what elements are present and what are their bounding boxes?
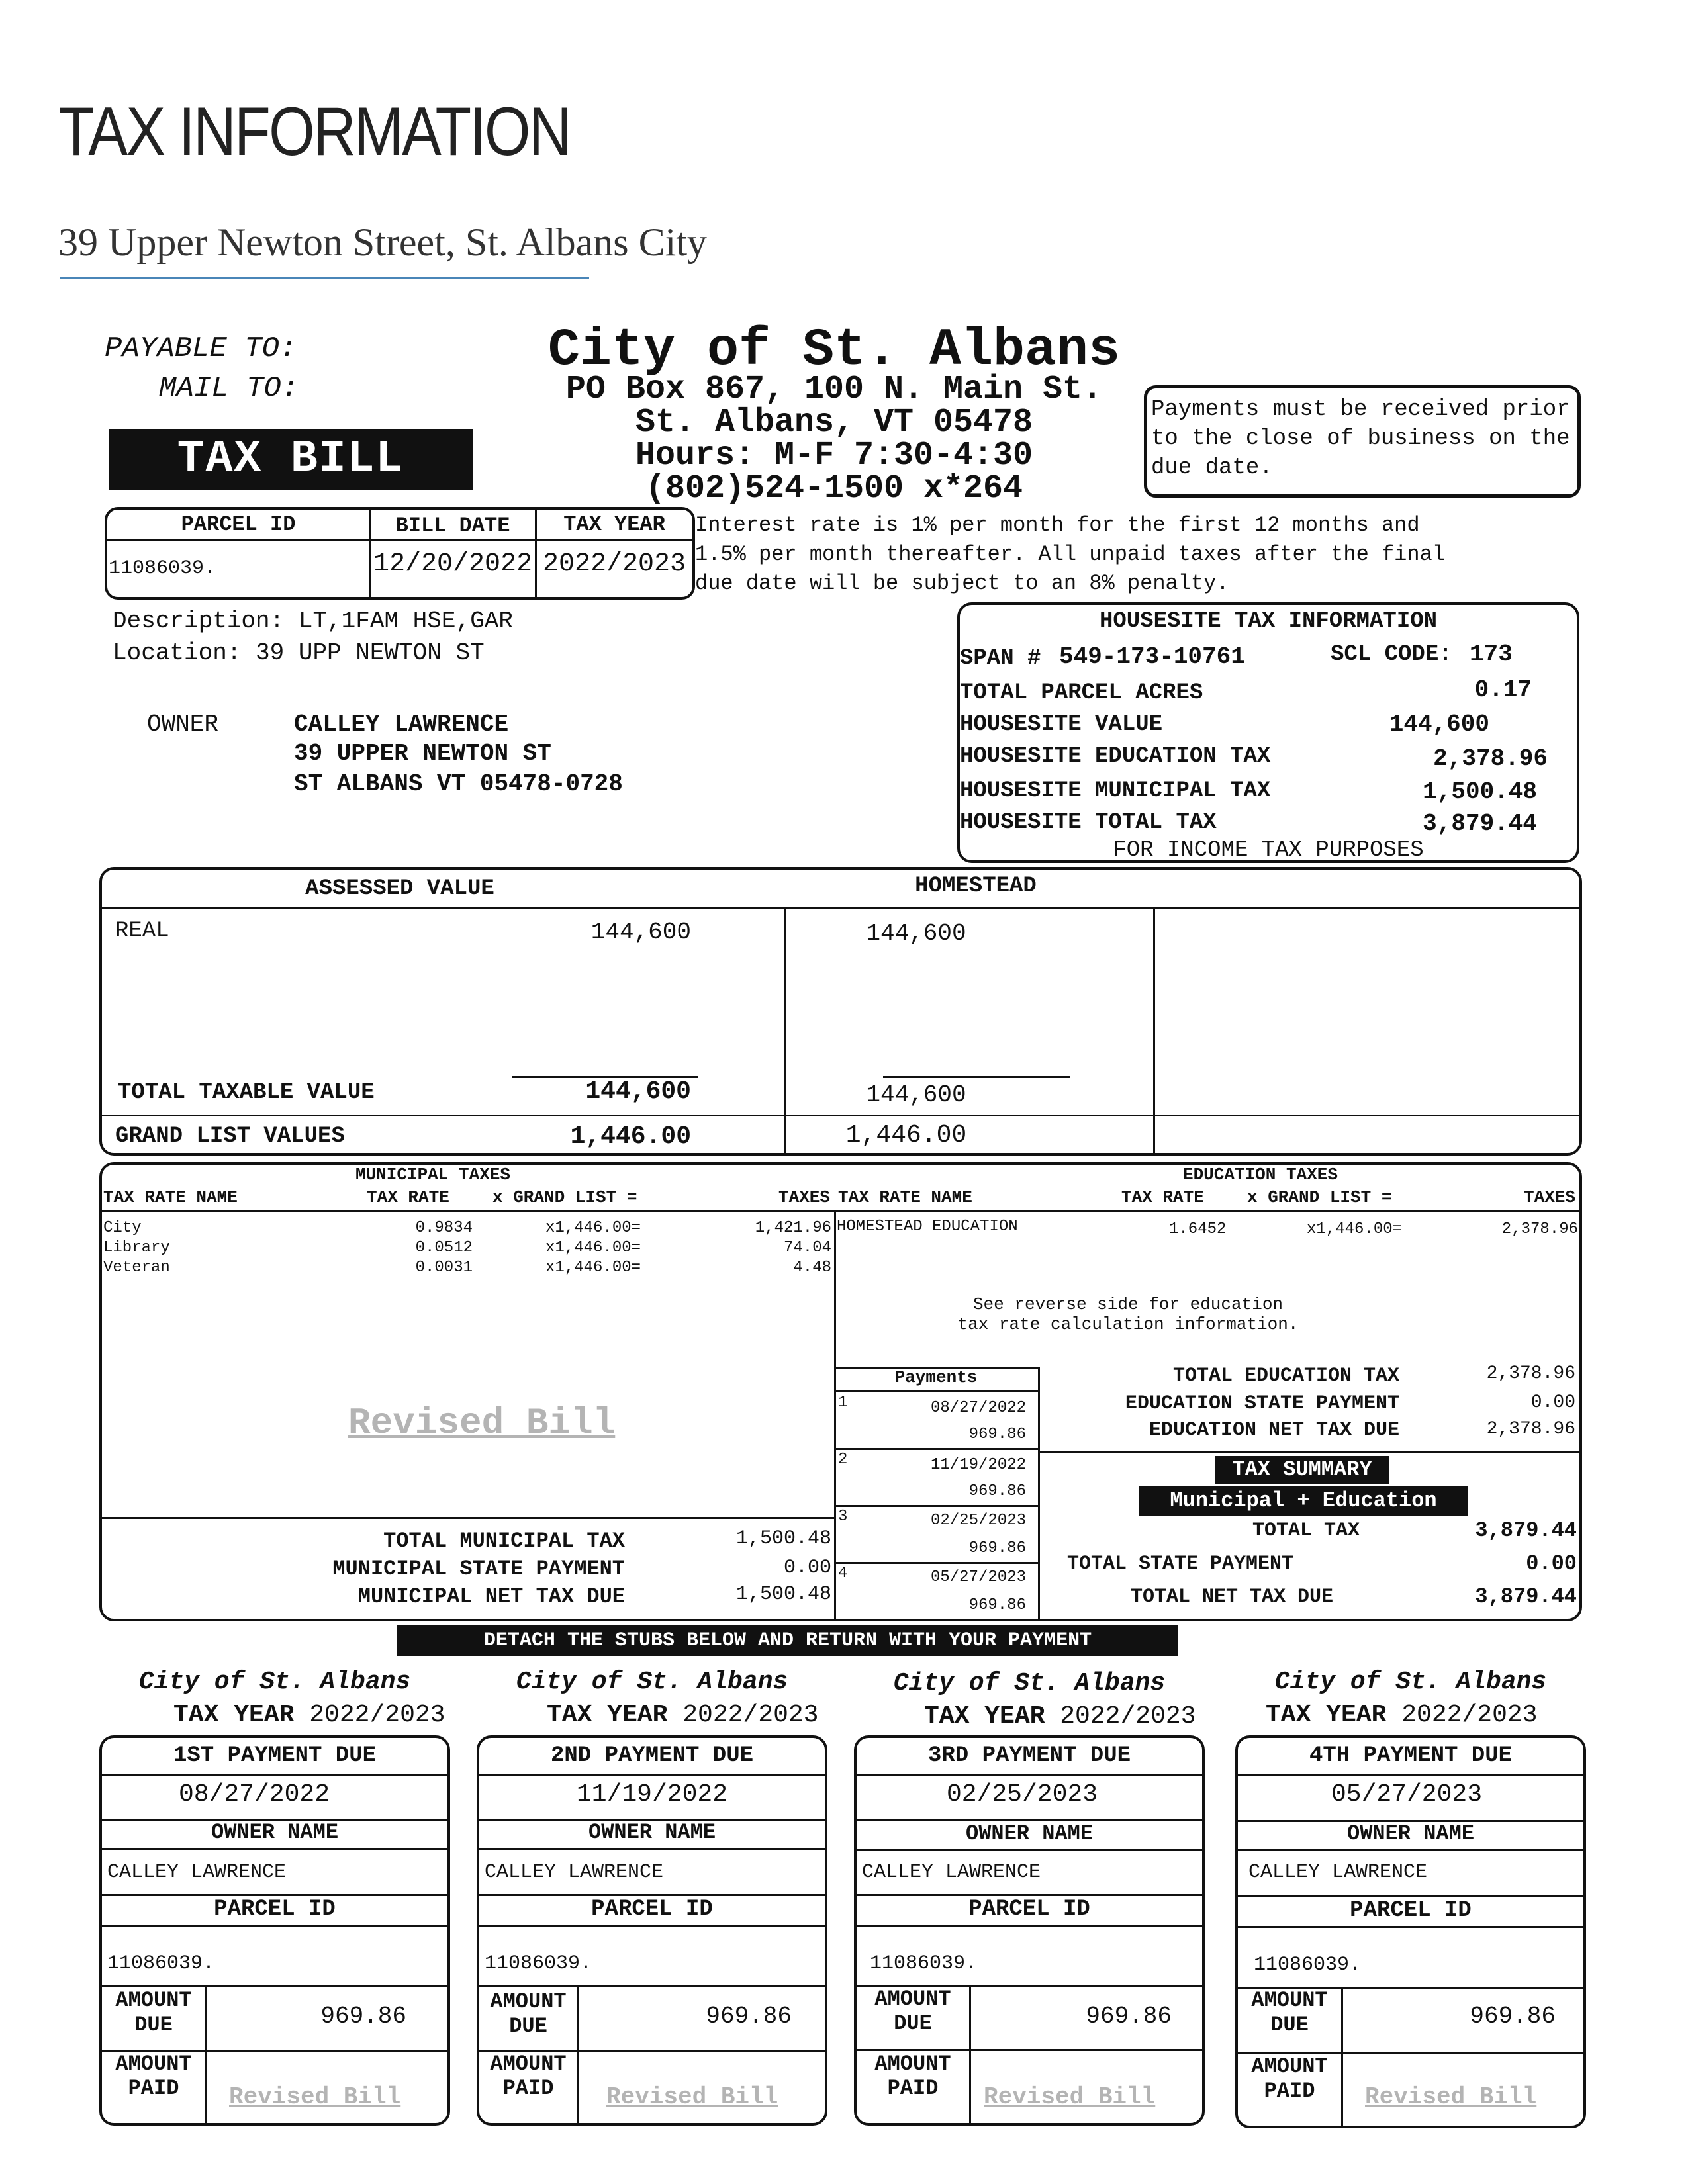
housesite-row-value: 3,879.44 <box>1423 810 1537 837</box>
stub-owner-label: OWNER NAME <box>588 1820 716 1844</box>
housesite-row-value: 0.17 <box>1474 676 1532 704</box>
stub-parcel-id: 11086039. <box>485 1952 592 1975</box>
housesite-row-value: 2,378.96 <box>1433 745 1548 772</box>
payment-num: 2 <box>838 1451 848 1469</box>
label-line: AMOUNT <box>115 1988 192 2013</box>
divider <box>107 539 692 541</box>
municipal-row-name: Library <box>103 1239 170 1257</box>
total-municipal-label: TOTAL MUNICIPAL TAX <box>383 1529 625 1553</box>
municipal-row-taxes: 1,421.96 <box>755 1219 831 1237</box>
divider <box>479 1774 825 1776</box>
stub-tax-year-label: TAX YEAR <box>1266 1701 1387 1729</box>
municipal-col-grand: x GRAND LIST = <box>492 1187 637 1207</box>
education-net-label: EDUCATION NET TAX DUE <box>1149 1419 1399 1441</box>
tax-summary-title: TAX SUMMARY <box>1215 1456 1389 1484</box>
stub-amount-due-label <box>1238 1988 1341 2037</box>
divider <box>1238 1926 1583 1928</box>
total-education-label: TOTAL EDUCATION TAX <box>1172 1365 1399 1387</box>
education-net-value: 2,378.96 <box>1486 1419 1575 1439</box>
payment-date: 08/27/2022 <box>930 1399 1026 1417</box>
bill-date-label: BILL DATE <box>395 514 510 538</box>
stub-tax-year-label: TAX YEAR <box>924 1702 1045 1731</box>
total-tax-label: TOTAL TAX <box>1252 1520 1360 1542</box>
stub-owner-name: CALLEY LAWRENCE <box>1248 1861 1428 1884</box>
label-line: PAID <box>502 2076 554 2101</box>
bill-date-value: 12/20/2022 <box>373 549 533 579</box>
housesite-box <box>957 602 1579 863</box>
stub-due-date: 08/27/2022 <box>178 1780 330 1809</box>
payment-amount: 969.86 <box>968 1426 1026 1443</box>
stub-box <box>854 1735 1205 2126</box>
municipal-col-name: TAX RATE NAME <box>103 1187 238 1207</box>
municipal-col-rate: TAX RATE <box>367 1187 449 1207</box>
payment-stub-4[interactable] <box>1235 1661 1586 2124</box>
payment-date: 05/27/2023 <box>930 1569 1026 1586</box>
stub-amount-paid-label <box>102 2052 205 2101</box>
housesite-row-value: 144,600 <box>1389 711 1489 738</box>
homestead-header: HOMESTEAD <box>915 874 1037 899</box>
total-tax-value: 3,879.44 <box>1475 1518 1577 1543</box>
city-name: City of St. Albans <box>547 320 1121 381</box>
heading-underline <box>60 277 589 279</box>
payments-title: Payments <box>894 1367 978 1387</box>
divider <box>102 1985 447 1987</box>
stub-due-date: 05/27/2023 <box>1331 1780 1483 1809</box>
stub-parcel-label: PARCEL ID <box>1350 1898 1472 1923</box>
divider <box>857 1894 1202 1896</box>
tax-summary-subtitle: Municipal + Education <box>1139 1486 1468 1516</box>
interest-line2: 1.5% per month thereafter. All unpaid taxes after the final <box>695 542 1445 567</box>
divider <box>857 2049 1202 2051</box>
assessed-value-box <box>99 867 1582 1156</box>
stub-tax-year-value: 2022/2023 <box>1060 1702 1196 1731</box>
revised-bill-watermark: Revised Bill <box>348 1402 616 1444</box>
divider <box>857 1849 1202 1851</box>
payment-date: 02/25/2023 <box>930 1512 1026 1529</box>
owner-address1: 39 UPPER NEWTON ST <box>294 740 551 767</box>
divider <box>1238 2052 1583 2054</box>
divider <box>1238 1895 1583 1897</box>
housesite-row-value: 1,500.48 <box>1423 778 1537 805</box>
office-phone: (802)524-1500 x*264 <box>645 470 1023 508</box>
stub-tax-year <box>924 1702 1196 1731</box>
mail-to-label: MAIL TO: <box>159 372 299 405</box>
stub-amount-paid[interactable]: Revised Bill <box>984 2083 1156 2111</box>
stub-owner-name: CALLEY LAWRENCE <box>862 1861 1041 1884</box>
stub-tax-year <box>1266 1701 1537 1729</box>
education-title: EDUCATION TAXES <box>1182 1165 1338 1185</box>
divider <box>102 907 1579 909</box>
divider <box>102 1894 447 1896</box>
divider <box>1038 1367 1040 1621</box>
municipal-col-taxes: TAXES <box>778 1187 830 1207</box>
payable-to-label: PAYABLE TO: <box>105 332 297 365</box>
stub-amount-paid-label <box>857 2052 969 2101</box>
stub-payment-label: 1ST PAYMENT DUE <box>173 1743 377 1768</box>
total-state-payment-label: TOTAL STATE PAYMENT <box>1066 1553 1293 1575</box>
stub-due-date: 02/25/2023 <box>946 1780 1098 1809</box>
stub-amount-due: 969.86 <box>320 2003 406 2030</box>
divider <box>857 1774 1202 1776</box>
stub-box <box>477 1735 827 2126</box>
divider <box>1153 908 1155 1153</box>
stub-tax-year <box>173 1701 445 1729</box>
divider <box>835 1390 1039 1392</box>
label-line: DUE <box>134 2013 173 2037</box>
stub-tax-year-value: 2022/2023 <box>309 1701 445 1729</box>
divider <box>1341 1987 1343 2126</box>
stub-amount-paid-label <box>479 2052 577 2101</box>
label-line: PAID <box>887 2076 939 2101</box>
municipal-row-taxes: 4.48 <box>793 1259 831 1277</box>
stub-tax-year-label: TAX YEAR <box>173 1701 295 1729</box>
stub-parcel-label: PARCEL ID <box>214 1897 336 1922</box>
stub-owner-name: CALLEY LAWRENCE <box>485 1861 664 1884</box>
municipal-net-value: 1,500.48 <box>735 1583 831 1606</box>
assessed-value-header: ASSESSED VALUE <box>305 876 494 901</box>
municipal-net-label: MUNICIPAL NET TAX DUE <box>357 1584 625 1609</box>
education-state-label: EDUCATION STATE PAYMENT <box>1125 1392 1399 1415</box>
divider <box>834 1211 836 1621</box>
divider <box>102 1115 1579 1116</box>
stub-parcel-label: PARCEL ID <box>591 1897 713 1922</box>
divider <box>479 1925 825 1927</box>
detach-notice: DETACH THE STUBS BELOW AND RETURN WITH YOUR PAYMENT <box>397 1625 1178 1656</box>
municipal-state-value: 0.00 <box>783 1557 831 1579</box>
stub-city: City of St. Albans <box>1274 1668 1547 1696</box>
stub-tax-year-value: 2022/2023 <box>682 1701 819 1729</box>
stub-city: City of St. Albans <box>893 1669 1166 1698</box>
stub-city: City of St. Albans <box>516 1668 788 1696</box>
divider <box>969 1985 971 2123</box>
grand-list-label: GRAND LIST VALUES <box>115 1124 345 1149</box>
taxes-box <box>99 1162 1582 1621</box>
municipal-state-label: MUNICIPAL STATE PAYMENT <box>332 1557 625 1581</box>
divider <box>857 1819 1202 1821</box>
divider <box>102 1210 1579 1212</box>
stub-tax-year <box>547 1701 818 1729</box>
divider <box>1039 1451 1579 1453</box>
municipal-row-rate: 0.0512 <box>415 1239 473 1257</box>
stub-owner-label: OWNER NAME <box>1346 1821 1475 1846</box>
tax-year-value: 2022/2023 <box>542 549 686 579</box>
total-municipal-value: 1,500.48 <box>735 1527 831 1550</box>
municipal-row-taxes: 74.04 <box>783 1239 831 1257</box>
stub-amount-paid[interactable]: Revised Bill <box>606 2083 778 2111</box>
education-col-name: TAX RATE NAME <box>838 1187 972 1207</box>
real-value: 144,600 <box>590 919 691 946</box>
total-education-value: 2,378.96 <box>1486 1363 1575 1384</box>
stub-amount-due-label <box>857 1987 969 2036</box>
municipal-row-grand: x1,446.00= <box>545 1239 641 1257</box>
housesite-title: HOUSESITE TAX INFORMATION <box>1099 609 1438 634</box>
education-col-rate: TAX RATE <box>1121 1187 1204 1207</box>
housesite-row-label: HOUSESITE VALUE <box>960 712 1163 737</box>
housesite-row-label: HOUSESITE EDUCATION TAX <box>960 744 1271 769</box>
total-taxable-homestead: 144,600 <box>866 1081 966 1109</box>
divider <box>835 1448 1039 1450</box>
label-line: AMOUNT <box>490 2052 567 2076</box>
label-line: AMOUNT <box>1251 1988 1328 2013</box>
divider <box>784 908 786 1153</box>
stub-owner-label: OWNER NAME <box>211 1820 339 1844</box>
payment-notice-box <box>1144 385 1581 498</box>
payment-amount: 969.86 <box>968 1596 1026 1614</box>
total-net-due-label: TOTAL NET TAX DUE <box>1130 1586 1333 1608</box>
municipal-row-grand: x1,446.00= <box>545 1219 641 1237</box>
sum-line <box>883 1076 1070 1078</box>
label-line: AMOUNT <box>1251 2054 1328 2079</box>
payment-stub-1[interactable] <box>99 1661 450 2124</box>
stub-payment-label: 4TH PAYMENT DUE <box>1309 1743 1513 1768</box>
divider <box>102 1774 447 1776</box>
divider <box>479 1894 825 1896</box>
stub-amount-due: 969.86 <box>706 2003 792 2030</box>
payment-num: 4 <box>838 1565 848 1582</box>
divider <box>577 1985 579 2123</box>
span-label: SPAN # <box>960 646 1041 671</box>
interest-line1: Interest rate is 1% per month for the first 12 months and <box>695 513 1420 537</box>
interest-line3: due date will be subject to an 8% penalty. <box>695 571 1229 596</box>
payment-amount: 969.86 <box>968 1539 1026 1557</box>
divider <box>102 1925 447 1927</box>
education-note-line2: tax rate calculation information. <box>957 1314 1299 1334</box>
divider <box>835 1562 1039 1564</box>
label-line: DUE <box>894 2011 932 2036</box>
payment-num: 1 <box>838 1394 848 1412</box>
stub-parcel-id: 11086039. <box>107 1952 215 1975</box>
education-note-line1: See reverse side for education <box>972 1295 1284 1314</box>
label-line: PAID <box>1264 2079 1315 2103</box>
owner-address2: ST ALBANS VT 05478-0728 <box>294 770 623 797</box>
label-line: DUE <box>1270 2013 1309 2037</box>
stub-amount-paid[interactable]: Revised Bill <box>1365 2083 1537 2111</box>
education-col-taxes: TAXES <box>1523 1187 1575 1207</box>
education-col-grand: x GRAND LIST = <box>1247 1187 1392 1207</box>
owner-label: OWNER <box>147 711 219 738</box>
grand-list-value: 1,446.00 <box>570 1122 691 1151</box>
municipal-row-rate: 0.0031 <box>415 1259 473 1277</box>
tax-bill-label: TAX BILL <box>109 429 473 490</box>
owner-name: CALLEY LAWRENCE <box>294 711 509 738</box>
payment-num: 3 <box>838 1508 848 1525</box>
stub-amount-paid-label <box>1238 2054 1341 2103</box>
housesite-row-label: HOUSESITE MUNICIPAL TAX <box>960 778 1271 803</box>
city-address-line1: PO Box 867, 100 N. Main St. <box>565 371 1103 408</box>
municipal-row-grand: x1,446.00= <box>545 1259 641 1277</box>
city-address-line2: St. Albans, VT 05478 <box>635 404 1033 441</box>
span-value: 549-173-10761 <box>1059 643 1245 670</box>
divider <box>835 1505 1039 1507</box>
stub-tax-year-value: 2022/2023 <box>1401 1701 1538 1729</box>
scl-label: SCL CODE: <box>1331 642 1452 667</box>
real-homestead-value: 144,600 <box>866 920 966 947</box>
property-description: Description: LT,1FAM HSE,GAR <box>113 608 513 635</box>
divider <box>479 1985 825 1987</box>
municipal-row-name: City <box>103 1219 142 1237</box>
housesite-row-label: HOUSESITE TOTAL TAX <box>960 810 1217 835</box>
label-line: DUE <box>509 2014 547 2038</box>
payment-date: 11/19/2022 <box>930 1456 1026 1474</box>
stub-parcel-label: PARCEL ID <box>968 1897 1090 1922</box>
stub-tax-year-label: TAX YEAR <box>547 1701 668 1729</box>
scl-value: 173 <box>1470 641 1513 668</box>
stub-due-date: 11/19/2022 <box>576 1780 728 1809</box>
stub-box <box>1235 1735 1586 2128</box>
municipal-row-name: Veteran <box>103 1259 170 1277</box>
office-hours: Hours: M-F 7:30-4:30 <box>635 437 1033 475</box>
education-row-taxes: 2,378.96 <box>1501 1220 1578 1238</box>
tax-year-label: TAX YEAR <box>563 512 665 537</box>
stub-amount-paid[interactable]: Revised Bill <box>229 2083 401 2111</box>
label-line: AMOUNT <box>490 1989 567 2014</box>
stub-parcel-id: 11086039. <box>1254 1954 1362 1976</box>
total-state-payment-value: 0.00 <box>1526 1551 1577 1576</box>
education-row-rate: 1.6452 <box>1169 1220 1227 1238</box>
stub-owner-label: OWNER NAME <box>965 1821 1094 1846</box>
total-net-due-value: 3,879.44 <box>1475 1584 1577 1609</box>
property-location: Location: 39 UPP NEWTON ST <box>113 639 485 666</box>
page-title: TAX INFORMATION <box>58 93 570 170</box>
divider <box>102 1517 834 1519</box>
municipal-title: MUNICIPAL TAXES <box>355 1165 511 1185</box>
divider <box>479 1848 825 1850</box>
stub-amount-due: 969.86 <box>1470 2003 1556 2030</box>
stub-payment-label: 3RD PAYMENT DUE <box>927 1743 1131 1768</box>
stub-owner-name: CALLEY LAWRENCE <box>107 1861 287 1884</box>
total-taxable-value: 144,600 <box>585 1077 691 1106</box>
real-label: REAL <box>115 919 169 944</box>
payment-stub-2[interactable] <box>477 1661 827 2124</box>
stub-amount-due-label <box>102 1988 205 2037</box>
total-taxable-label: TOTAL TAXABLE VALUE <box>118 1080 375 1105</box>
property-address-heading: 39 Upper Newton Street, St. Albans City <box>58 220 707 264</box>
interest-notice <box>695 511 1445 598</box>
divider <box>857 1925 1202 1927</box>
divider <box>1238 1849 1583 1851</box>
grand-list-homestead: 1,446.00 <box>845 1121 967 1150</box>
payment-stub-3[interactable] <box>854 1661 1205 2124</box>
stub-amount-due-label <box>479 1989 577 2038</box>
stub-box <box>99 1735 450 2126</box>
stub-amount-due: 969.86 <box>1086 2003 1172 2030</box>
divider <box>102 1848 447 1850</box>
divider <box>1238 1774 1583 1776</box>
education-row-name: HOMESTEAD EDUCATION <box>837 1218 1018 1236</box>
divider <box>205 1985 207 2123</box>
parcel-id-label: PARCEL ID <box>181 512 296 537</box>
label-line: PAID <box>128 2076 179 2101</box>
education-row-grand: x1,446.00= <box>1307 1220 1403 1238</box>
stub-parcel-id: 11086039. <box>870 1952 978 1975</box>
label-line: AMOUNT <box>115 2052 192 2076</box>
payment-notice-text: Payments must be received prior to the close of business on the due date. <box>1151 397 1570 480</box>
stub-city: City of St. Albans <box>138 1668 411 1696</box>
stub-payment-label: 2ND PAYMENT DUE <box>550 1743 754 1768</box>
payment-amount: 969.86 <box>968 1482 1026 1500</box>
parcel-id-value: 11086039. <box>109 557 216 580</box>
label-line: AMOUNT <box>874 2052 951 2076</box>
education-state-value: 0.00 <box>1530 1392 1575 1413</box>
housesite-row-label: TOTAL PARCEL ACRES <box>960 680 1203 705</box>
housesite-footer: FOR INCOME TAX PURPOSES <box>1113 838 1424 863</box>
label-line: AMOUNT <box>874 1987 951 2011</box>
municipal-row-rate: 0.9834 <box>415 1219 473 1237</box>
bill-info-box <box>105 507 695 600</box>
